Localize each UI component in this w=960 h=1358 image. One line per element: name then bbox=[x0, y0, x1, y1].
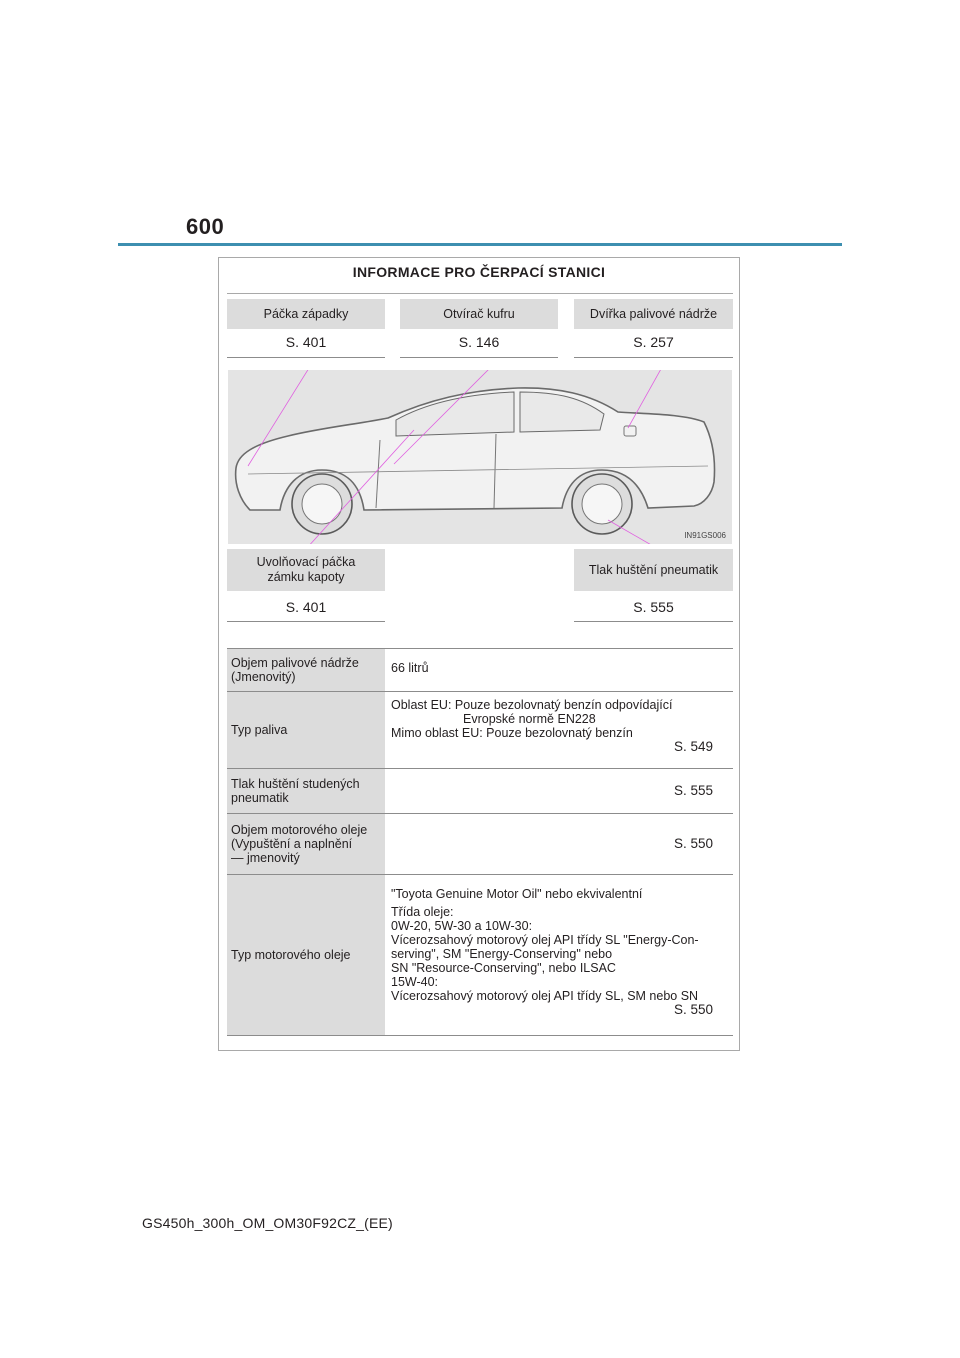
callout-trunk-opener-ref[interactable]: S. 146 bbox=[458, 334, 500, 350]
car-illustration bbox=[228, 370, 732, 544]
tire-pressure-label bbox=[227, 769, 385, 813]
callout-fuel-door-label: Dvířka palivové nádrže bbox=[574, 299, 733, 329]
oil-type-line: Vícerozsahový motorový olej API třídy SL, SM nebo SN bbox=[391, 989, 699, 1003]
label-line: Objem motorového oleje bbox=[231, 823, 368, 837]
oil-type-ref[interactable]: S. 550 bbox=[673, 1002, 713, 1017]
table-row-oil-capacity bbox=[227, 813, 733, 874]
footer-doc-code: GS450h_300h_OM_OM30F92CZ_(EE) bbox=[142, 1215, 393, 1231]
oil-capacity-label bbox=[227, 814, 385, 874]
callout-hood-release-label bbox=[227, 549, 385, 591]
label-line: — jmenovitý bbox=[231, 851, 300, 865]
callout-hood-release-ref[interactable]: S. 401 bbox=[285, 599, 327, 615]
tire-pressure-ref[interactable]: S. 555 bbox=[673, 783, 713, 798]
label-line: pneumatik bbox=[231, 791, 289, 805]
callout-rule bbox=[574, 357, 733, 358]
oil-type-line: 0W-20, 5W-30 a 10W-30: bbox=[391, 919, 533, 933]
callout-label-line: zámku kapoty bbox=[267, 570, 345, 584]
oil-type-line: Vícerozsahový motorový olej API třídy SL "Energy-Con- bbox=[391, 933, 699, 947]
spec-table bbox=[227, 648, 733, 1036]
fuel-capacity-label bbox=[227, 649, 385, 691]
callout-rule bbox=[400, 357, 558, 358]
page-number: 600 bbox=[186, 214, 225, 239]
oil-type-value bbox=[385, 875, 733, 1035]
oil-capacity-ref[interactable]: S. 550 bbox=[673, 836, 713, 851]
oil-type-line: Třída oleje: bbox=[391, 905, 454, 919]
callout-rule bbox=[227, 621, 385, 622]
oil-type-line: "Toyota Genuine Motor Oil" nebo ekvivalentní bbox=[391, 887, 643, 901]
label-line: (Jmenovitý) bbox=[231, 670, 296, 684]
table-row-fuel-capacity bbox=[227, 648, 733, 691]
fuel-type-line: Mimo oblast EU: Pouze bezolovnatý benzín bbox=[391, 726, 633, 740]
oil-capacity-value bbox=[385, 814, 733, 874]
car-side-view bbox=[228, 370, 732, 544]
fuel-capacity-value: 66 litrů bbox=[391, 661, 429, 675]
box-title: INFORMACE PRO ČERPACÍ STANICI bbox=[352, 264, 606, 280]
callout-rule bbox=[227, 357, 385, 358]
fuel-type-ref[interactable]: S. 549 bbox=[673, 739, 713, 754]
illustration-code: IN91GS006 bbox=[684, 531, 726, 540]
callout-trunk-opener-label: Otvírač kufru bbox=[400, 299, 558, 329]
label-line: Objem palivové nádrže bbox=[231, 656, 359, 670]
callout-tire-pressure-label: Tlak huštění pneumatik bbox=[574, 549, 733, 591]
oil-type-line: SN "Resource-Conserving", nebo ILSAC bbox=[391, 961, 616, 975]
table-row-fuel-type bbox=[227, 691, 733, 768]
oil-type-line: 15W-40: bbox=[391, 975, 439, 989]
callout-hood-latch-label: Páčka západky bbox=[227, 299, 385, 329]
fuel-type-label: Typ paliva bbox=[227, 692, 385, 768]
callout-label-line: Uvolňovací páčka bbox=[256, 555, 356, 569]
table-row-oil-type bbox=[227, 874, 733, 1036]
tire-pressure-value bbox=[385, 769, 733, 813]
callout-hood-latch-ref[interactable]: S. 401 bbox=[285, 334, 327, 350]
oil-type-line: serving", SM "Energy-Conserving" nebo bbox=[391, 947, 613, 961]
label-line: (Vypuštění a naplnění bbox=[231, 837, 353, 851]
callout-fuel-door-ref[interactable]: S. 257 bbox=[633, 334, 674, 350]
table-row-tire-pressure bbox=[227, 768, 733, 813]
title-divider bbox=[227, 293, 733, 294]
header-rule bbox=[118, 243, 842, 246]
fuel-type-line: Evropské normě EN228 bbox=[463, 712, 596, 726]
label-line: Tlak huštění studených bbox=[231, 777, 360, 791]
fuel-type-line: Oblast EU: Pouze bezolovnatý benzín odpovídající bbox=[391, 698, 673, 712]
oil-type-label: Typ motorového oleje bbox=[227, 875, 385, 1035]
callout-rule bbox=[574, 621, 733, 622]
callout-tire-pressure-ref[interactable]: S. 555 bbox=[633, 599, 674, 615]
fuel-type-value bbox=[385, 692, 733, 768]
